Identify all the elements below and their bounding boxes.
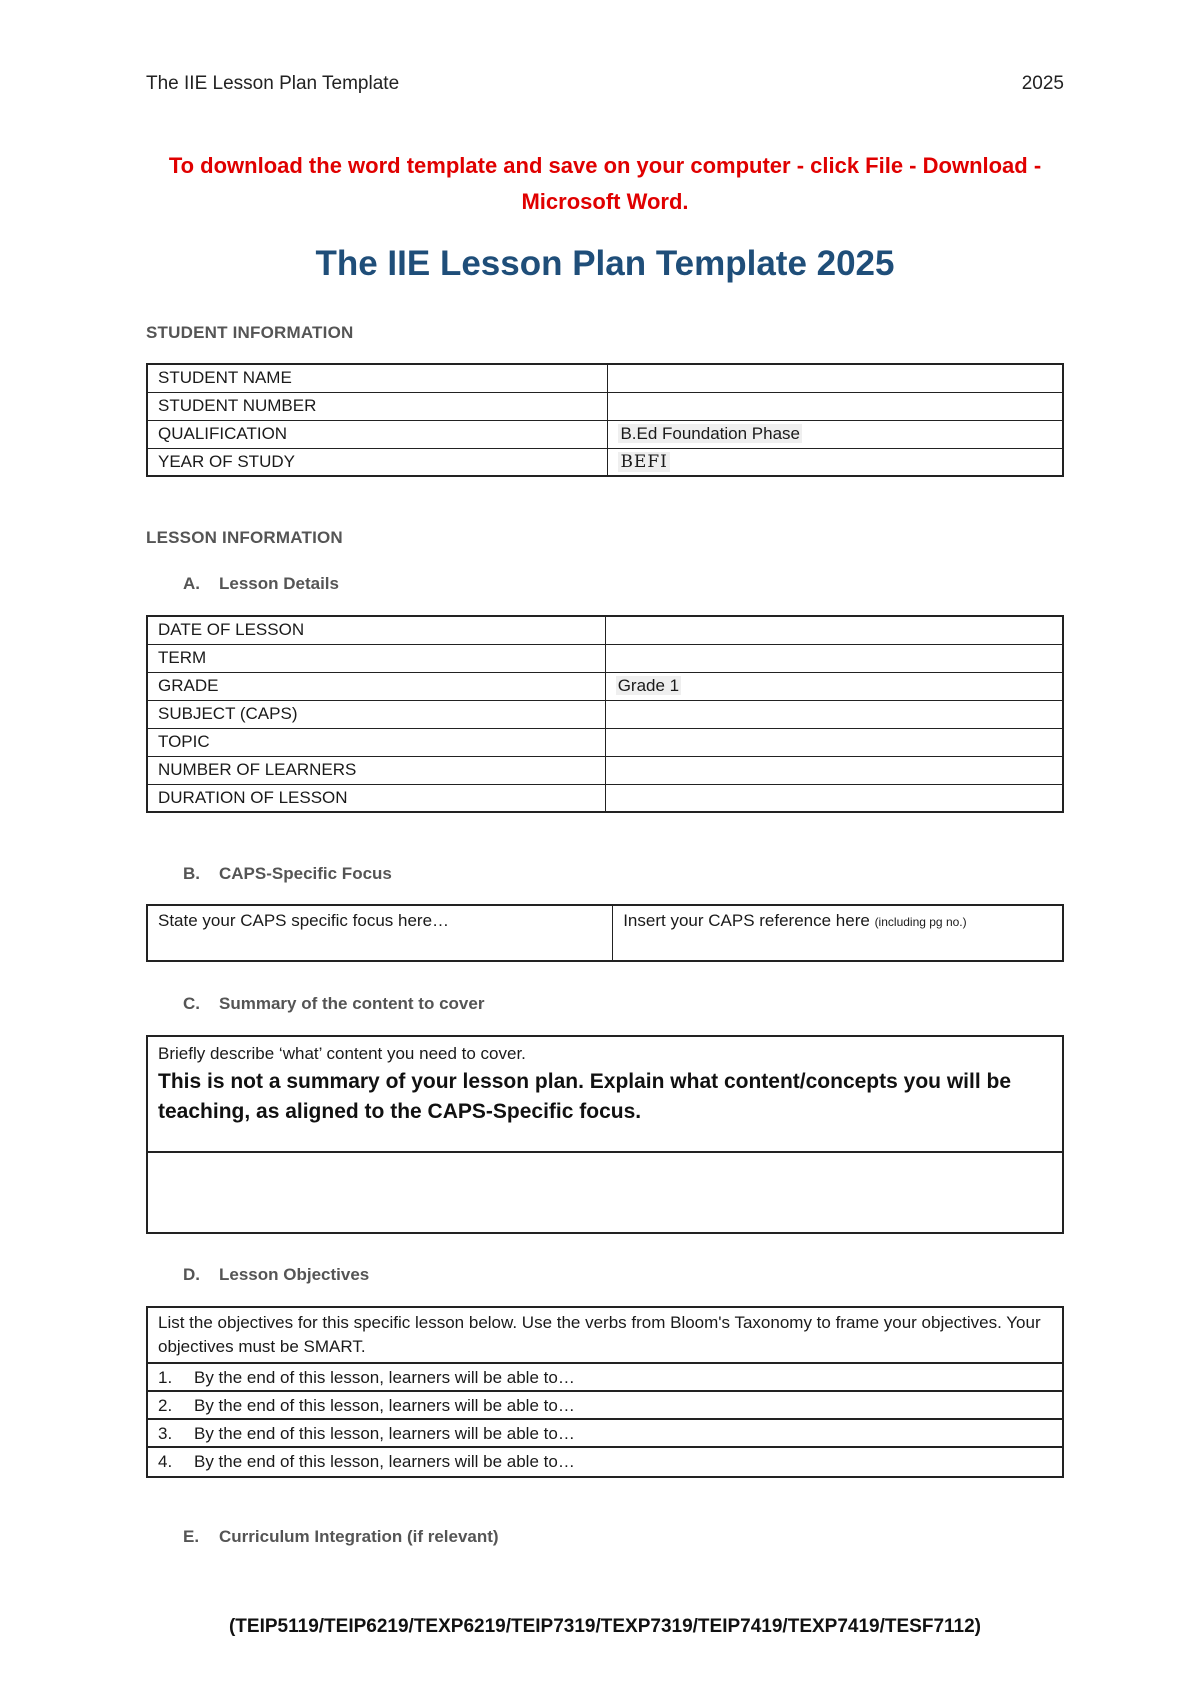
student-info-table [146, 363, 1064, 477]
qualification-field[interactable] [608, 420, 1063, 448]
objective-number: 2. [158, 1396, 173, 1415]
date-of-lesson-field[interactable] [605, 616, 1063, 644]
caps-focus-table [146, 904, 1064, 962]
table-row [147, 784, 1063, 812]
topic-field[interactable] [605, 728, 1063, 756]
student-name-label: STUDENT NAME [147, 364, 608, 392]
objective-number: 4. [158, 1452, 173, 1471]
objective-text: By the end of this lesson, learners will be able to… [194, 1424, 575, 1443]
number-of-learners-field[interactable] [605, 756, 1063, 784]
qualification-label: QUALIFICATION [147, 420, 608, 448]
table-row [147, 644, 1063, 672]
section-e-title: Curriculum Integration (if relevant) [219, 1527, 499, 1546]
table-row [147, 420, 1063, 448]
year-of-study-field[interactable] [608, 448, 1063, 476]
year-of-study-label: YEAR OF STUDY [147, 448, 608, 476]
objective-item[interactable] [148, 1392, 1062, 1420]
lesson-info-heading: LESSON INFORMATION [146, 528, 343, 547]
grade-value: Grade 1 [617, 676, 680, 695]
table-row [147, 672, 1063, 700]
objective-text: By the end of this lesson, learners will be able to… [194, 1396, 575, 1415]
student-number-field[interactable] [608, 392, 1063, 420]
table-row [147, 616, 1063, 644]
lesson-details-table [146, 615, 1064, 813]
student-name-field[interactable] [608, 364, 1063, 392]
section-b-letter: B. [183, 864, 200, 883]
duration-field[interactable] [605, 784, 1063, 812]
objective-item[interactable] [148, 1448, 1062, 1476]
caps-reference-text: Insert your CAPS reference here [623, 911, 870, 930]
section-e-heading [183, 1527, 499, 1547]
table-row [147, 700, 1063, 728]
grade-field[interactable] [605, 672, 1063, 700]
section-e-letter: E. [183, 1527, 200, 1546]
term-label: TERM [147, 644, 605, 672]
footer-module-codes: (TEIP5119/TEIP6219/TEXP6219/TEIP7319/TEXP7319/TEIP7419/TEXP7419/TESF7112) [228, 1616, 981, 1637]
table-row [147, 392, 1063, 420]
topic-label: TOPIC [147, 728, 605, 756]
header-year: 2025 [1021, 73, 1064, 94]
content-summary-line2: This is not a summary of your lesson plan. Explain what content/concepts you will be teaching, as aligned to the CAPS-Specific focus. [158, 1070, 1011, 1123]
table-row [147, 364, 1063, 392]
content-summary-line1: Briefly describe ‘what’ content you need to cover. [158, 1044, 526, 1063]
objectives-intro: List the objectives for this specific lesson below. Use the verbs from Bloom's Taxonomy to frame your objectives. Your objectives must be SMART. [148, 1308, 1062, 1364]
student-info-heading: STUDENT INFORMATION [146, 323, 354, 342]
content-summary-field[interactable] [148, 1153, 1062, 1232]
objective-text: By the end of this lesson, learners will be able to… [194, 1368, 575, 1387]
table-row [147, 756, 1063, 784]
section-a-title: Lesson Details [219, 574, 339, 593]
subject-field[interactable] [605, 700, 1063, 728]
section-c-heading [183, 994, 484, 1014]
section-b-heading [183, 864, 392, 884]
caps-reference-note: (including pg no.) [874, 915, 967, 929]
objective-item[interactable] [148, 1364, 1062, 1392]
caps-reference-field[interactable] [613, 905, 1063, 961]
objectives-box [146, 1306, 1064, 1478]
caps-focus-field[interactable]: State your CAPS specific focus here… [147, 905, 613, 961]
section-d-title: Lesson Objectives [219, 1265, 370, 1284]
objective-number: 3. [158, 1424, 173, 1443]
year-of-study-value: BEFI [620, 451, 668, 472]
section-c-title: Summary of the content to cover [219, 994, 485, 1013]
table-row [147, 448, 1063, 476]
section-c-letter: C. [183, 994, 200, 1013]
objective-number: 1. [158, 1368, 173, 1387]
section-d-letter: D. [183, 1265, 200, 1284]
term-field[interactable] [605, 644, 1063, 672]
qualification-value: B.Ed Foundation Phase [620, 424, 801, 443]
student-number-label: STUDENT NUMBER [147, 392, 608, 420]
section-d-heading [183, 1265, 369, 1285]
content-summary-box [146, 1035, 1064, 1234]
number-of-learners-label: NUMBER OF LEARNERS [147, 756, 605, 784]
date-of-lesson-label: DATE OF LESSON [147, 616, 605, 644]
content-summary-instructions [148, 1037, 1062, 1153]
duration-label: DURATION OF LESSON [147, 784, 605, 812]
download-notice: To download the word template and save on your computer - click File - Download - Microsoft Word. [168, 153, 1042, 214]
section-a-heading [183, 574, 339, 594]
subject-label: SUBJECT (CAPS) [147, 700, 605, 728]
header-title: The IIE Lesson Plan Template [146, 73, 400, 94]
grade-label: GRADE [147, 672, 605, 700]
section-a-letter: A. [183, 574, 200, 593]
section-b-title: CAPS-Specific Focus [219, 864, 392, 883]
page-title: The IIE Lesson Plan Template 2025 [315, 244, 895, 283]
objective-item[interactable] [148, 1420, 1062, 1448]
table-row [147, 905, 1063, 961]
table-row [147, 728, 1063, 756]
objective-text: By the end of this lesson, learners will be able to… [194, 1452, 575, 1471]
